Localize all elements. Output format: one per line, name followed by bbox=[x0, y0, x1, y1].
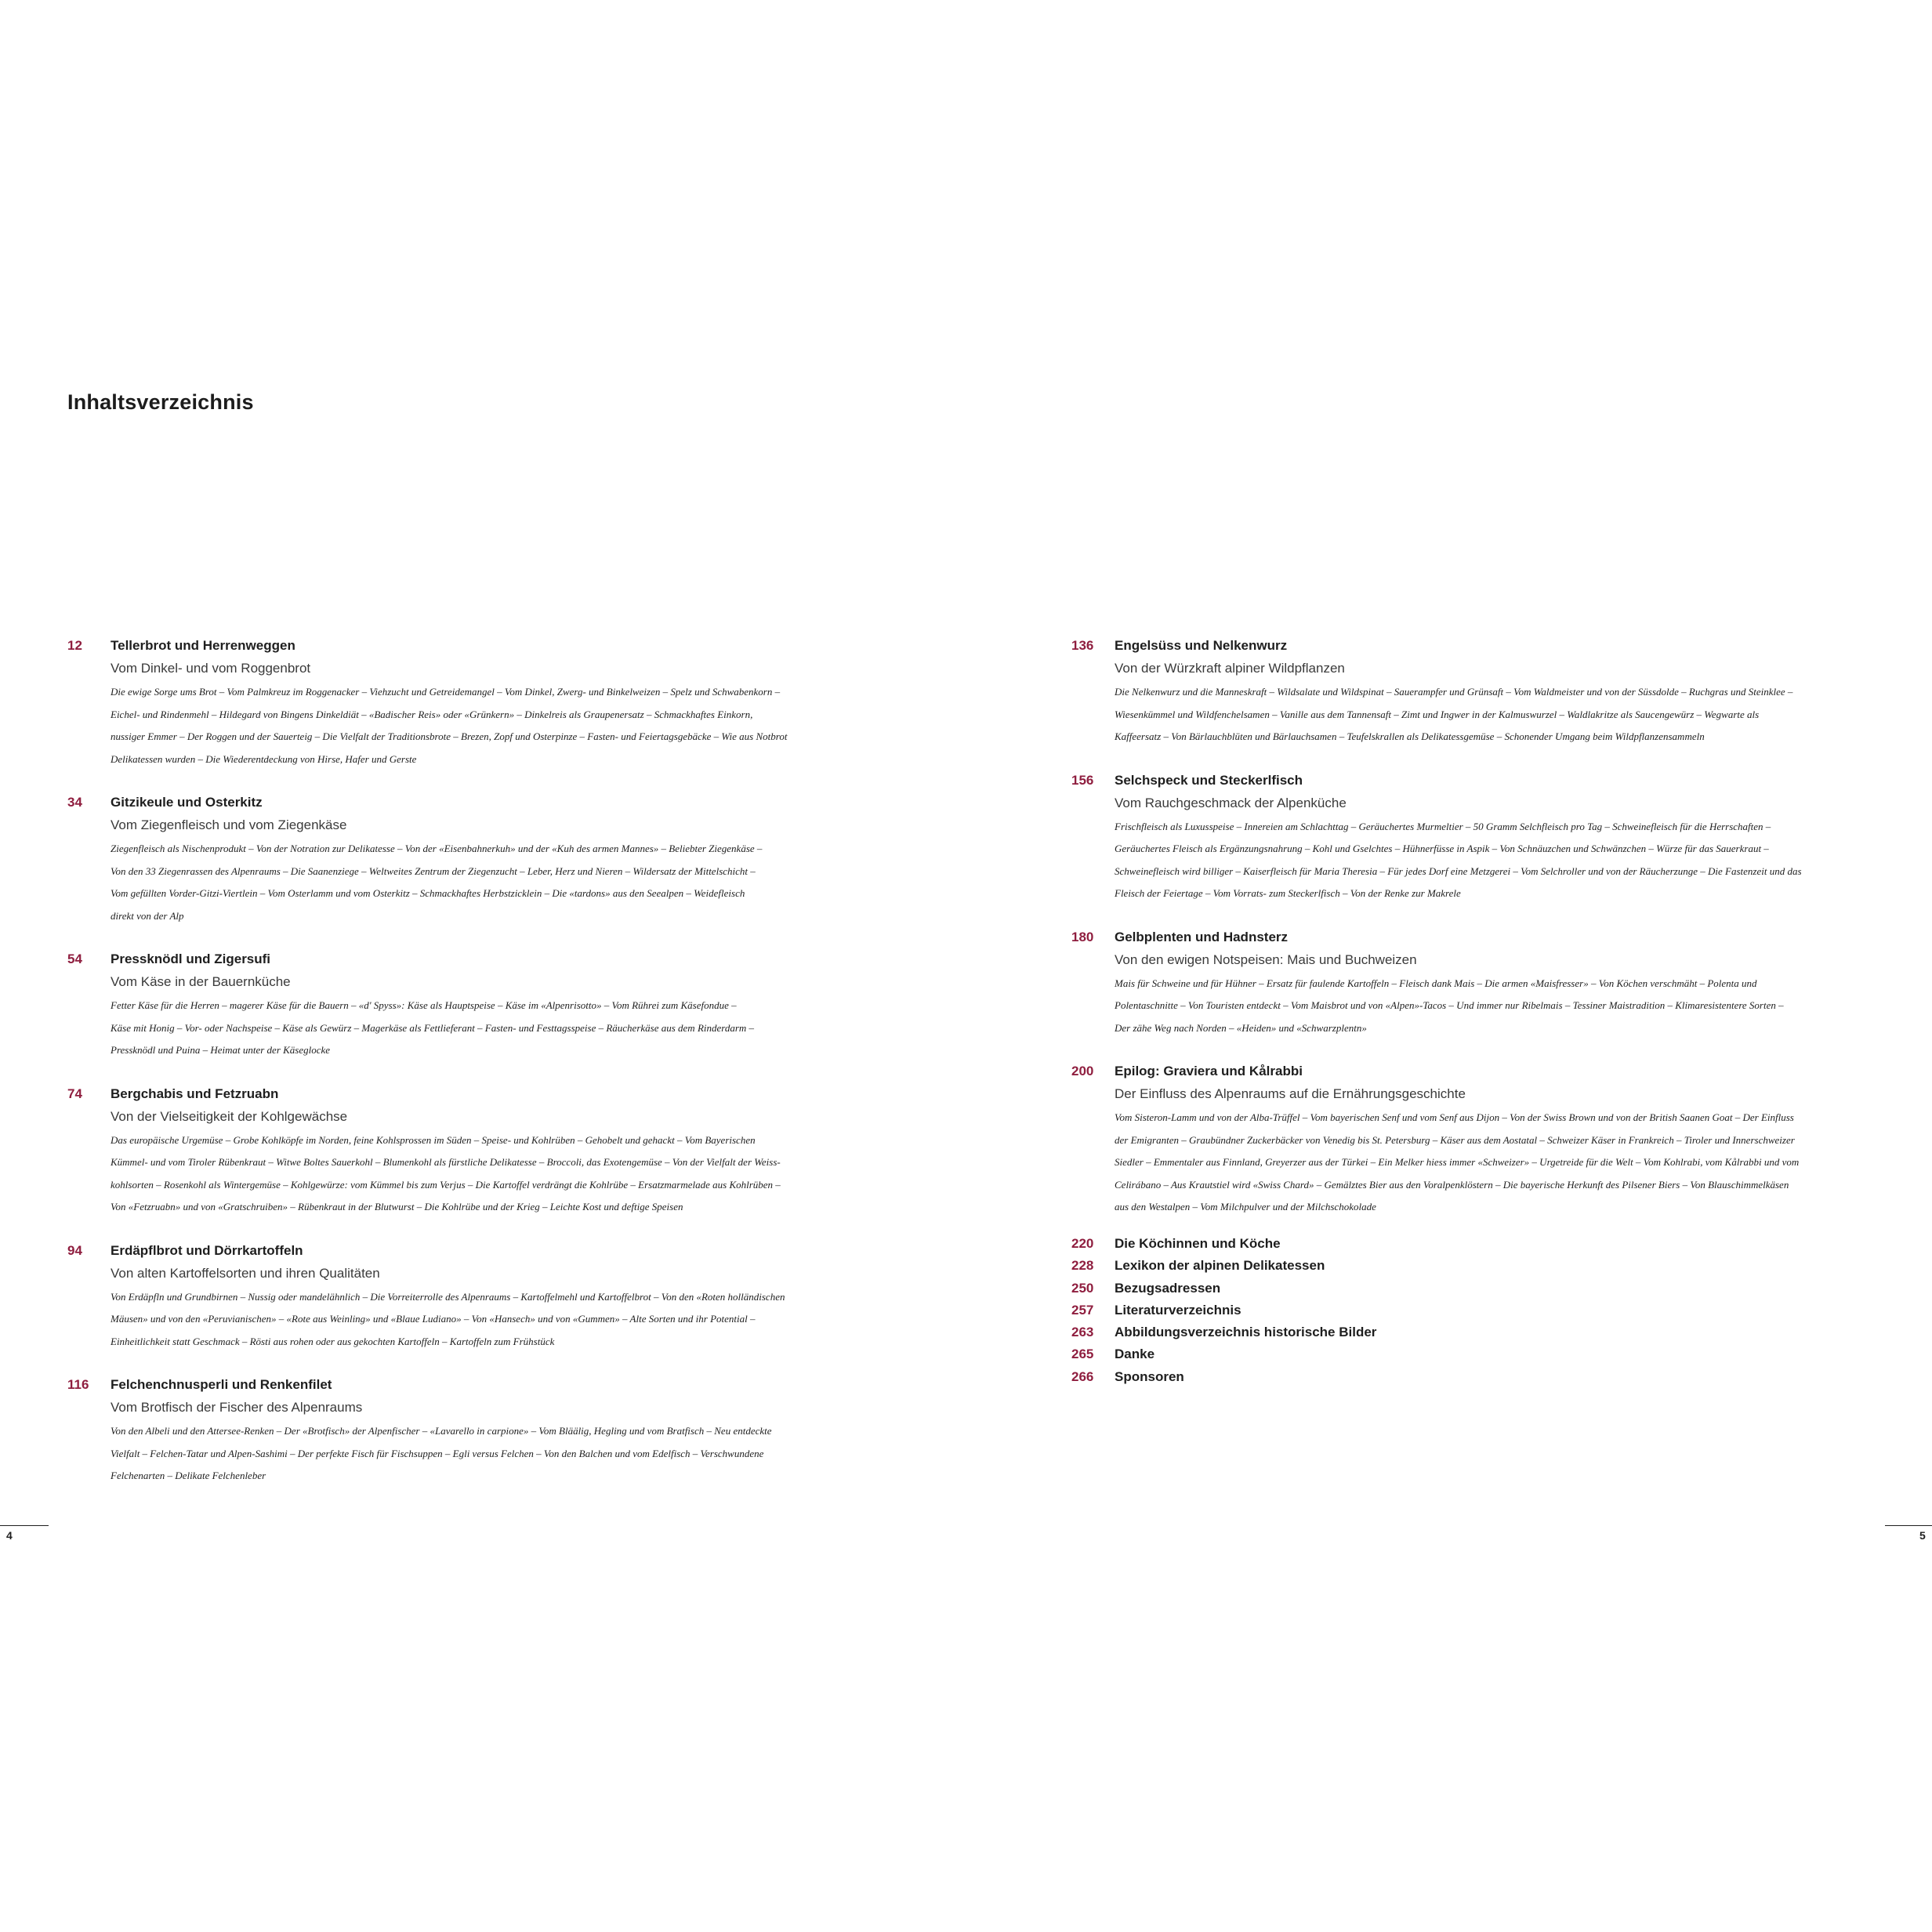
toc-entry-description-line: Felchenarten – Delikate Felchenleber bbox=[111, 1470, 266, 1481]
toc-entry-description-line: direkt von der Alp bbox=[111, 909, 184, 922]
toc-appendix-page-number: 266 bbox=[1071, 1368, 1094, 1384]
toc-entry[interactable] bbox=[67, 1240, 898, 1354]
toc-left-column bbox=[67, 635, 898, 1509]
toc-entry-description-line: Fleisch der Feiertage – Vom Vorrats- zum Steckerlfisch – Von der Renke zur Makrele bbox=[1115, 887, 1461, 899]
toc-entry-description bbox=[111, 1129, 898, 1219]
toc-entry-description-line: Geräuchertes Fleisch als Ergänzungsnahrung – Kohl und Gselchtes – Hühnerfüsse in Aspik – Von Schnäuzchen und Schwänzchen – Würze für das Sauerkraut – bbox=[1115, 843, 1769, 854]
toc-entry-description-line: Einheitlichkeit statt Geschmack – Rösti aus rohen oder aus gekochten Kartoffeln – Kartoffeln zum Frühstück bbox=[111, 1335, 555, 1347]
toc-entry[interactable] bbox=[1071, 1060, 1902, 1219]
toc-entry[interactable] bbox=[67, 948, 898, 1062]
toc-entry-title: Erdäpflbrot und Dörrkartoffeln bbox=[111, 1242, 303, 1258]
toc-entry-description-line: Ziegenfleisch als Nischenprodukt – Von der Notration zur Delikatesse – Von der «Eisenbahnerkuh» und der «Kuh des armen Mannes» – Beliebter Ziegenkäse – bbox=[111, 843, 763, 854]
toc-entry-description-line: Vom Sisteron-Lamm und von der Alba-Trüffel – Vom bayerischen Senf und vom Senf aus Dijon – Von der Swiss Brown und von der British Saanen Goat – Der Einfluss bbox=[1115, 1111, 1794, 1123]
toc-entry-description bbox=[1115, 1107, 1902, 1219]
toc-entry-description-line: Kümmel- und vom Tiroler Rübenkraut – Witwe Boltes Sauerkohl – Blumenkohl als fürstliche Delikatesse – Broccoli, das Exotengemüse – Von der Vielfalt der Weiss- bbox=[111, 1156, 781, 1168]
toc-entry-description-line: Von den Albeli und den Attersee-Renken – Der «Brotfisch» der Alpenfischer – «Lavarello in carpione» – Vom Bläälig, Hegling und vom Bratfisch – Neu entdeckte bbox=[111, 1425, 772, 1437]
toc-entry-title: Felchenchnusperli und Renkenfilet bbox=[111, 1377, 332, 1392]
toc-entry-description bbox=[111, 995, 898, 1062]
toc-entry[interactable] bbox=[67, 792, 898, 927]
toc-appendix-title: Danke bbox=[1115, 1347, 1155, 1362]
toc-entry-description-line: Die ewige Sorge ums Brot – Vom Palmkreuz im Roggenacker – Viehzucht und Getreidemangel – Vom Dinkel, Zwerg- und Binkelweizen – Spelz und Schwabenkorn – bbox=[111, 686, 781, 698]
page-number-left: 4 bbox=[6, 1529, 13, 1542]
toc-appendix-page-number: 257 bbox=[1071, 1302, 1094, 1318]
toc-entry-description-line: Fetter Käse für die Herren – magerer Käse für die Bauern – «d' Spyss»: Käse als Hauptspeise – Käse im «Alpenrisotto» – Vom Rührei zum Käsefondue – bbox=[111, 999, 737, 1011]
toc-entry-description bbox=[111, 681, 898, 770]
toc-entry-description-line: Das europäische Urgemüse – Grobe Kohlköpfe im Norden, feine Kohlsprossen im Süden – Speise- und Kohlrüben – Gehobelt und gehackt – Vom Bayerischen bbox=[111, 1133, 756, 1146]
toc-appendix-page-number: 220 bbox=[1071, 1236, 1094, 1251]
toc-appendix-title: Lexikon der alpinen Delikatessen bbox=[1115, 1258, 1325, 1274]
toc-entry[interactable] bbox=[1071, 926, 1902, 1040]
toc-entry-description-line: Vom gefüllten Vorder-Gitzi-Viertlein – Vom Osterlamm und vom Osterkitz – Schmackhaftes Herbstzicklein – Die «tardons» aus den Seealpen – Weidefleisch bbox=[111, 887, 745, 899]
toc-entry-subtitle: Vom Dinkel- und vom Roggenbrot bbox=[111, 661, 311, 676]
toc-appendix-item[interactable] bbox=[1071, 1321, 1376, 1343]
toc-entry-description-line: Pressknödl und Puina – Heimat unter der Käseglocke bbox=[111, 1044, 331, 1056]
toc-entry-page-number: 12 bbox=[67, 638, 82, 653]
folio-rule-left bbox=[0, 1525, 49, 1526]
toc-entry-description-line: Der zähe Weg nach Norden – «Heiden» und «Schwarzplentn» bbox=[1115, 1021, 1367, 1034]
toc-entry-title: Gitzikeule und Osterkitz bbox=[111, 795, 263, 810]
toc-entry-description-line: Wiesenkümmel und Wildfenchelsamen – Vanille aus dem Tannensaft – Zimt und Ingwer in der Kalmuswurzel – Waldlakritze als Saucengewürz – Wegwarte als bbox=[1115, 708, 1760, 720]
toc-entry-description-line: Von Erdäpfln und Grundbirnen – Nussig oder mandelähnlich – Die Vorreiterrolle des Alpenraums – Kartoffelmehl und Kartoffelbrot – Von den «Roten holländischen bbox=[111, 1290, 785, 1303]
toc-entry-title: Epilog: Graviera und Kålrabbi bbox=[1115, 1064, 1303, 1078]
toc-entry-description-line: Von «Fetzruabn» und von «Gratschruiben» – Rübenkraut in der Blutwurst – Die Kohlrübe und der Krieg – Leichte Kost und deftige Speisen bbox=[111, 1201, 683, 1212]
toc-entry-page-number: 74 bbox=[67, 1086, 82, 1101]
toc-appendix-page-number: 263 bbox=[1071, 1325, 1094, 1340]
toc-entry-description-line: Delikatessen wurden – Die Wiederentdeckung von Hirse, Hafer und Gerste bbox=[111, 752, 417, 765]
page-title: Inhaltsverzeichnis bbox=[67, 390, 254, 414]
toc-entry-description bbox=[111, 838, 898, 927]
toc-right-column bbox=[1071, 635, 1902, 1240]
toc-entry-title: Bergchabis und Fetzruabn bbox=[111, 1086, 279, 1101]
toc-appendix-item[interactable] bbox=[1071, 1278, 1376, 1299]
toc-entry-title: Gelbplenten und Hadnsterz bbox=[1115, 929, 1289, 944]
toc-appendix-title: Abbildungsverzeichnis historische Bilder bbox=[1115, 1325, 1377, 1340]
toc-entry-page-number: 200 bbox=[1071, 1064, 1094, 1078]
toc-entry-subtitle: Der Einfluss des Alpenraums auf die Ernährungsgeschichte bbox=[1115, 1086, 1466, 1101]
toc-entry-description bbox=[111, 1420, 898, 1488]
toc-entry-subtitle: Von den ewigen Notspeisen: Mais und Buchweizen bbox=[1115, 952, 1417, 967]
toc-entry-description-line: aus den Westalpen – Vom Milchpulver und der Milchschokolade bbox=[1115, 1201, 1376, 1212]
toc-entry[interactable] bbox=[67, 1083, 898, 1219]
toc-appendix-page-number: 265 bbox=[1071, 1347, 1094, 1362]
toc-entry-description-line: Von den 33 Ziegenrassen des Alpenraums – Die Saanenziege – Weltweites Zentrum der Ziegenzucht – Leber, Herz und Nieren – Wildersatz der Mittelschicht – bbox=[111, 865, 756, 877]
toc-entry-subtitle: Von der Würzkraft alpiner Wildpflanzen bbox=[1115, 661, 1345, 676]
folio-rule-right bbox=[1885, 1525, 1932, 1526]
toc-appendix-item[interactable] bbox=[1071, 1366, 1376, 1388]
toc-entry-page-number: 116 bbox=[67, 1377, 89, 1392]
toc-entry-page-number: 156 bbox=[1071, 772, 1094, 788]
toc-entry-description-line: Die Nelkenwurz und die Manneskraft – Wildsalate und Wildspinat – Sauerampfer und Grünsaft – Vom Waldmeister und von der Süssdolde – Ruchgras und Steinklee – bbox=[1115, 686, 1793, 698]
toc-entry-description bbox=[1115, 681, 1902, 749]
toc-entry-description-line: Eichel- und Rindenmehl – Hildegard von Bingens Dinkeldiät – «Badischer Reis» oder «Grünkern» – Dinkelreis als Graupenersatz – Schmackhaftes Einkorn, bbox=[111, 708, 753, 720]
toc-entry-description-line: Polentaschnitte – Von Touristen entdeckt – Vom Maisbrot und von «Alpen»-Tacos – Und immer nur Ribelmais – Tessiner Maistradition – Klimaresistentere Sorten – bbox=[1115, 999, 1784, 1011]
toc-appendix-title: Literaturverzeichnis bbox=[1115, 1302, 1241, 1318]
toc-entry[interactable] bbox=[1071, 635, 1902, 749]
toc-entry[interactable] bbox=[1071, 770, 1902, 905]
toc-entry-subtitle: Vom Käse in der Bauernküche bbox=[111, 974, 291, 989]
toc-entry-description bbox=[1115, 816, 1902, 905]
toc-appendix-title: Die Köchinnen und Köche bbox=[1115, 1236, 1281, 1251]
page-number-right: 5 bbox=[1919, 1529, 1926, 1542]
toc-entry-description-line: Frischfleisch als Luxusspeise – Innereien am Schlachttag – Geräuchertes Murmeltier – 50 Gramm Selchfleisch pro Tag – Schweinefleisch für die Herrschaften – bbox=[1115, 820, 1771, 832]
toc-appendix-list bbox=[1071, 1233, 1376, 1388]
toc-entry-title: Pressknödl und Zigersufi bbox=[111, 952, 271, 966]
toc-entry-description-line: Schweinefleisch wird billiger – Kaiserfleisch für Maria Theresia – Für jedes Dorf eine Metzgerei – Vom Selchroller und von der Räucherzunge – Die Fastenzeit und das bbox=[1115, 865, 1802, 877]
toc-entry-page-number: 180 bbox=[1071, 929, 1094, 944]
toc-entry-page-number: 34 bbox=[67, 795, 82, 810]
toc-entry-description bbox=[111, 1286, 898, 1354]
toc-appendix-item[interactable] bbox=[1071, 1299, 1376, 1321]
toc-entry-description-line: Celirábano – Aus Krautstiel wird «Swiss Chard» – Gemälztes Bier aus den Voralpenklöstern – Die bayerische Herkunft des Pilsener Biers – Von Blauschimmelkäsen bbox=[1115, 1178, 1789, 1191]
toc-entry-page-number: 136 bbox=[1071, 638, 1094, 653]
toc-entry-description bbox=[1115, 973, 1902, 1040]
toc-entry-page-number: 54 bbox=[67, 952, 82, 966]
toc-appendix-page-number: 250 bbox=[1071, 1280, 1094, 1296]
toc-entry-description-line: der Emigranten – Graubündner Zuckerbäcker von Venedig bis St. Petersburg – Käser aus dem Aostatal – Schweizer Käser in Frankreich – Tiroler und Innerschweizer bbox=[1115, 1133, 1795, 1146]
toc-entry-title: Tellerbrot und Herrenweggen bbox=[111, 638, 295, 653]
toc-appendix-item[interactable] bbox=[1071, 1343, 1376, 1365]
toc-entry[interactable] bbox=[67, 635, 898, 770]
toc-entry-description-line: kohlsorten – Rosenkohl als Wintergemüse – Kohlgewürze: vom Kümmel bis zum Verjus – Die Kartoffel verdrängt die Kohlrübe – Ersatzmarmelade aus Kohlrüben – bbox=[111, 1178, 781, 1191]
toc-entry-subtitle: Vom Ziegenfleisch und vom Ziegenkäse bbox=[111, 817, 347, 832]
toc-entry-title: Selchspeck und Steckerlfisch bbox=[1115, 772, 1303, 788]
toc-entry-description-line: Mäusen» und von den «Peruvianischen» – «Rote aus Weinling» und «Blaue Ludiano» – Von «Hansech» und von «Gummen» – Alte Sorten und ihr Potential – bbox=[111, 1313, 756, 1325]
toc-appendix-page-number: 228 bbox=[1071, 1258, 1094, 1274]
toc-entry-description-line: Vielfalt – Felchen-Tatar und Alpen-Sashimi – Der perfekte Fisch für Fischsuppen – Egli versus Felchen – Von den Balchen und vom Edelfisch – Verschwundene bbox=[111, 1447, 764, 1459]
toc-entry-subtitle: Vom Brotfisch der Fischer des Alpenraums bbox=[111, 1400, 363, 1415]
toc-entry-page-number: 94 bbox=[67, 1242, 82, 1258]
toc-entry-description-line: Siedler – Emmentaler aus Finnland, Greyerzer aus der Türkei – Ein Melker hiess immer «Schweizer» – Urgetreide für die Welt – Vom Kohlrabi, vom Kålrabbi und vom bbox=[1115, 1156, 1800, 1168]
toc-entry[interactable] bbox=[67, 1374, 898, 1488]
toc-entry-subtitle: Vom Rauchgeschmack der Alpenküche bbox=[1115, 795, 1347, 810]
toc-entry-description-line: Käse mit Honig – Vor- oder Nachspeise – Käse als Gewürz – Magerkäse als Fettlieferant – Fasten- und Festtagsspeise – Räucherkäse aus dem Rinderdarm – bbox=[111, 1021, 755, 1034]
toc-entry-subtitle: Von alten Kartoffelsorten und ihren Qualitäten bbox=[111, 1265, 380, 1281]
toc-entry-description-line: Kaffeersatz – Von Bärlauchblüten und Bärlauchsamen – Teufelskrallen als Delikatessgemüse – Schonender Umgang beim Wildpflanzensammeln bbox=[1115, 730, 1705, 742]
toc-entry-subtitle: Von der Vielseitigkeit der Kohlgewächse bbox=[111, 1108, 348, 1124]
toc-appendix-item[interactable] bbox=[1071, 1233, 1376, 1255]
toc-appendix-title: Bezugsadressen bbox=[1115, 1280, 1221, 1296]
toc-entry-title: Engelsüss und Nelkenwurz bbox=[1115, 638, 1288, 653]
toc-appendix-title: Sponsoren bbox=[1115, 1368, 1184, 1384]
toc-entry-description-line: Mais für Schweine und für Hühner – Ersatz für faulende Kartoffeln – Fleisch dank Mais – Die armen «Maisfresser» – Von Köchen verschmäht – Polenta und bbox=[1115, 977, 1757, 989]
toc-appendix-item[interactable] bbox=[1071, 1255, 1376, 1277]
toc-entry-description-line: nussiger Emmer – Der Roggen und der Sauerteig – Die Vielfalt der Traditionsbrote – Brezen, Zopf und Osterpinze – Fasten- und Feiertagsgebäcke – Wie aus Notbrot bbox=[111, 730, 788, 742]
